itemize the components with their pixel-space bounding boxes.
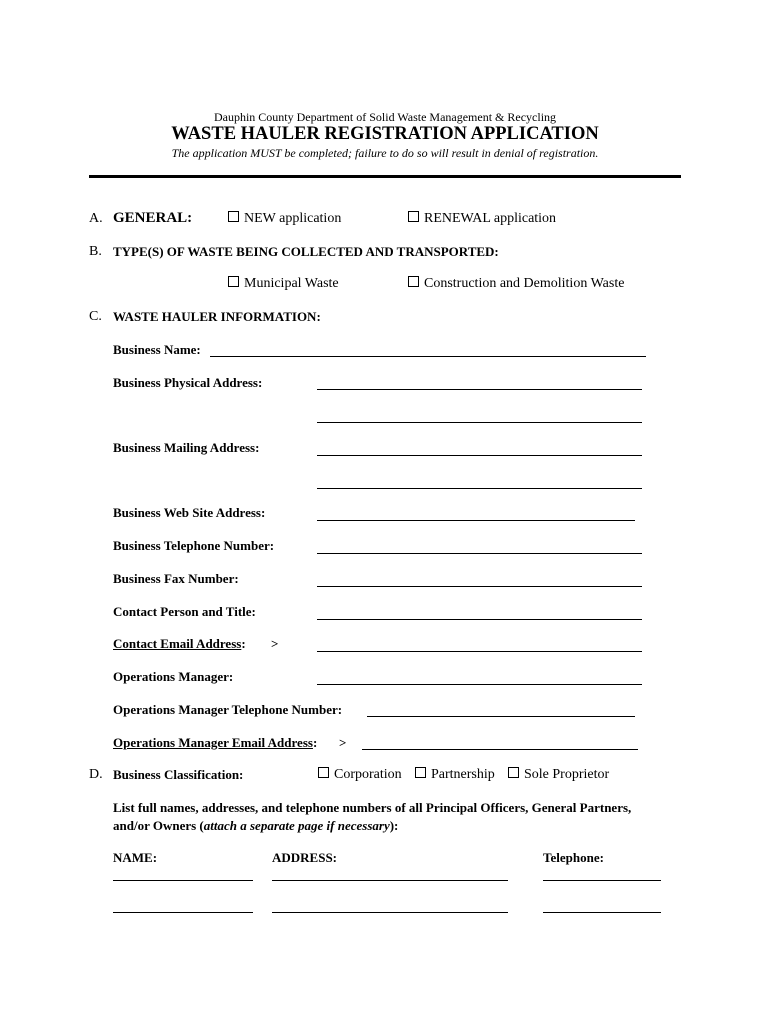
ops-manager-email-field[interactable] bbox=[362, 749, 638, 750]
officer-2-name-field[interactable] bbox=[113, 912, 253, 913]
contact-email-label: Contact Email Address bbox=[113, 636, 242, 651]
web-site-field[interactable] bbox=[317, 520, 635, 521]
instructions-text-a: and/or Owners ( bbox=[113, 818, 204, 833]
new-application-label: NEW application bbox=[244, 211, 342, 226]
renewal-application-option[interactable] bbox=[408, 211, 556, 227]
telephone-field[interactable] bbox=[317, 553, 642, 554]
instructions-italic: attach a separate page if necessary bbox=[203, 818, 390, 833]
corporation-option[interactable] bbox=[318, 767, 402, 783]
new-application-checkbox[interactable] bbox=[228, 211, 239, 222]
form-notice: The application MUST be completed; failure to do so will result in denial of registration. bbox=[171, 146, 599, 160]
section-b-letter: B. bbox=[89, 244, 102, 259]
renewal-application-label: RENEWAL application bbox=[424, 211, 557, 226]
ops-manager-phone-field[interactable] bbox=[367, 716, 635, 717]
web-site-label: Business Web Site Address: bbox=[113, 505, 266, 520]
fax-field[interactable] bbox=[317, 586, 642, 587]
mailing-address-label: Business Mailing Address: bbox=[113, 440, 260, 455]
instructions-line-1: List full names, addresses, and telephone numbers of all Principal Officers, General Partners, bbox=[113, 800, 632, 815]
sole-proprietor-checkbox[interactable] bbox=[508, 767, 519, 778]
section-d-letter: D. bbox=[89, 767, 103, 782]
name-column-header: NAME: bbox=[113, 850, 158, 865]
contact-email-arrow: > bbox=[271, 636, 279, 651]
department-name: Dauphin County Department of Solid Waste Management & Recycling bbox=[213, 110, 557, 124]
officer-1-telephone-field[interactable] bbox=[543, 880, 661, 881]
partnership-option[interactable] bbox=[415, 767, 495, 783]
section-c-heading: WASTE HAULER INFORMATION: bbox=[113, 309, 321, 324]
contact-person-label: Contact Person and Title: bbox=[113, 604, 256, 619]
instructions-text-b: ): bbox=[389, 818, 399, 833]
section-a-letter: A. bbox=[89, 211, 103, 226]
municipal-waste-label: Municipal Waste bbox=[244, 276, 339, 291]
form-title: WASTE HAULER REGISTRATION APPLICATION bbox=[171, 124, 599, 144]
business-name-label: Business Name: bbox=[113, 342, 201, 357]
section-a-heading: GENERAL: bbox=[113, 210, 193, 226]
header-rule bbox=[89, 175, 681, 178]
cd-waste-checkbox[interactable] bbox=[408, 276, 419, 287]
partnership-checkbox[interactable] bbox=[415, 767, 426, 778]
contact-email-field[interactable] bbox=[317, 651, 642, 652]
telephone-column-header: Telephone: bbox=[543, 850, 604, 865]
section-c-letter: C. bbox=[89, 309, 102, 324]
telephone-label: Business Telephone Number: bbox=[113, 538, 275, 553]
new-application-option[interactable] bbox=[228, 211, 341, 227]
ops-manager-email-arrow: > bbox=[339, 735, 347, 750]
mailing-address-field-1[interactable] bbox=[317, 455, 642, 456]
business-name-field[interactable] bbox=[210, 356, 646, 357]
ops-manager-field[interactable] bbox=[317, 684, 642, 685]
section-d-heading: Business Classification: bbox=[113, 767, 244, 782]
contact-email-label-group bbox=[113, 636, 246, 652]
renewal-application-checkbox[interactable] bbox=[408, 211, 419, 222]
address-column-header: ADDRESS: bbox=[272, 850, 338, 865]
officer-1-name-field[interactable] bbox=[113, 880, 253, 881]
ops-email-label-group bbox=[113, 735, 317, 751]
cd-waste-option[interactable] bbox=[408, 276, 624, 292]
fax-label: Business Fax Number: bbox=[113, 571, 239, 586]
contact-person-field[interactable] bbox=[317, 619, 642, 620]
officer-2-telephone-field[interactable] bbox=[543, 912, 661, 913]
physical-address-field-1[interactable] bbox=[317, 389, 642, 390]
mailing-address-field-2[interactable] bbox=[317, 488, 642, 489]
section-b-heading: TYPE(S) OF WASTE BEING COLLECTED AND TRANSPORTED: bbox=[113, 244, 499, 259]
officer-1-address-field[interactable] bbox=[272, 880, 508, 881]
physical-address-label: Business Physical Address: bbox=[113, 375, 263, 390]
officer-2-address-field[interactable] bbox=[272, 912, 508, 913]
cd-waste-label: Construction and Demolition Waste bbox=[424, 276, 625, 291]
ops-manager-email-label: Operations Manager Email Address bbox=[113, 735, 313, 750]
corporation-checkbox[interactable] bbox=[318, 767, 329, 778]
physical-address-field-2[interactable] bbox=[317, 422, 642, 423]
sole-proprietor-option[interactable] bbox=[508, 767, 609, 783]
ops-manager-phone-label: Operations Manager Telephone Number: bbox=[113, 702, 343, 717]
sole-proprietor-label: Sole Proprietor bbox=[524, 767, 610, 782]
contact-email-colon: : bbox=[241, 636, 246, 651]
ops-manager-email-colon: : bbox=[312, 735, 318, 750]
partnership-label: Partnership bbox=[431, 767, 495, 782]
municipal-waste-option[interactable] bbox=[228, 276, 339, 292]
instructions-line-2 bbox=[113, 818, 398, 834]
ops-manager-label: Operations Manager: bbox=[113, 669, 234, 684]
municipal-waste-checkbox[interactable] bbox=[228, 276, 239, 287]
corporation-label: Corporation bbox=[334, 767, 402, 782]
